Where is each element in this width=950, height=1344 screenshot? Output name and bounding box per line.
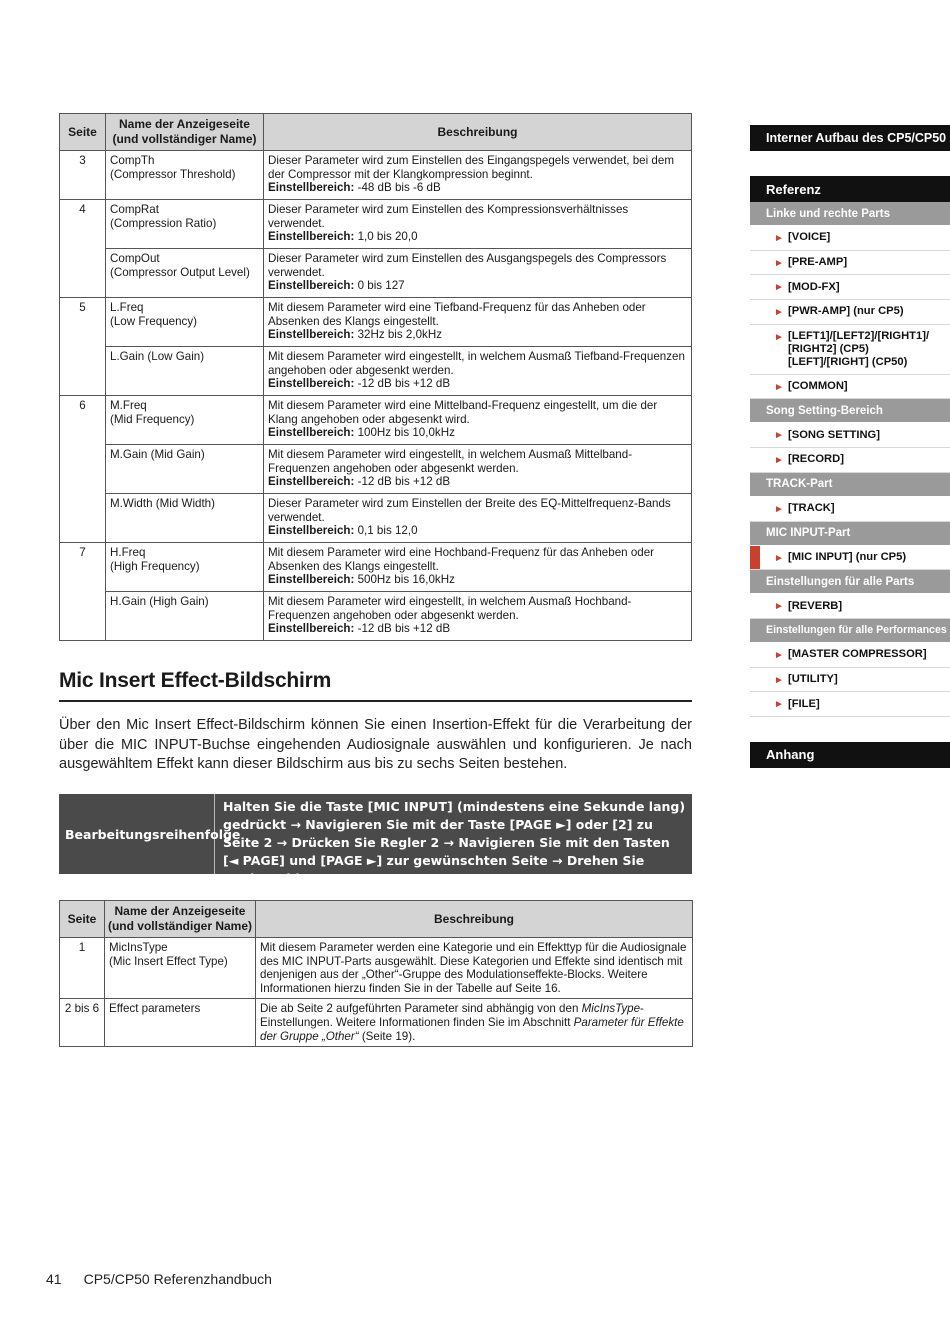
arrow-right-icon: ► — [774, 257, 784, 269]
sidebar-item-master-compressor[interactable]: ► [MASTER COMPRESSOR] — [750, 643, 950, 668]
row-description: Dieser Parameter wird zum Einstellen des Kompressionsverhältnisses verwendet. Einstellbereich: 1,0 bis 20,0 — [264, 200, 692, 249]
header-page: Seite — [60, 901, 105, 938]
sidebar-category-all-performances[interactable]: Einstellungen für alle Performances — [750, 619, 950, 643]
procedure-steps: Halten Sie die Taste [MIC INPUT] (mindestens eine Sekunde lang) gedrückt → Navigieren Sie mit der Taste [PAGE ►] oder [2] zu Seite 2 → Drücken Sie Regler 2 → Navigieren Sie mit den Tasten [◄ PAGE] und [PAGE ►] zur gewünschten Seite → Drehen Sie Regler 1 bis 3 — [223, 799, 686, 886]
sidebar-category-mic-input-part[interactable]: MIC INPUT-Part — [750, 522, 950, 546]
sidebar-item-common[interactable]: ► [COMMON] — [750, 375, 950, 400]
parameter-table-eq — [59, 113, 692, 641]
arrow-right-icon: ► — [774, 331, 784, 343]
arrow-right-icon: ► — [774, 455, 784, 467]
arrow-right-icon: ► — [774, 649, 784, 661]
sidebar-category-track-part[interactable]: TRACK-Part — [750, 473, 950, 497]
row-page: 5 — [60, 298, 106, 396]
header-name: Name der Anzeigeseite (und vollständiger Name) — [105, 901, 256, 938]
table-header-row — [60, 901, 693, 938]
table-row — [60, 298, 692, 347]
table-row — [60, 396, 692, 445]
row-description: Mit diesem Parameter wird eine Hochband-Frequenz für das Anheben oder Absenken des Klangs eingestellt. Einstellbereich: 500Hz bis 16,0kHz — [264, 543, 692, 592]
sidebar-category-song-setting[interactable]: Song Setting-Bereich — [750, 399, 950, 423]
table-row — [60, 200, 692, 249]
arrow-right-icon: ► — [774, 282, 784, 294]
cross-reference-link[interactable]: Parameter für Effekte der Gruppe „Other“ — [260, 1015, 684, 1043]
row-name: M.Freq (Mid Frequency) — [106, 396, 264, 445]
sidebar-category-all-parts[interactable]: Einstellungen für alle Parts — [750, 570, 950, 594]
table-row — [60, 999, 693, 1047]
sidebar-item-voice[interactable]: ► [VOICE] — [750, 226, 950, 251]
table-row — [60, 249, 692, 298]
arrow-right-icon: ► — [774, 307, 784, 319]
table-row — [60, 445, 692, 494]
header-description: Beschreibung — [256, 901, 693, 938]
sidebar-item-pwr-amp[interactable]: ► [PWR-AMP] (nur CP5) — [750, 300, 950, 325]
row-page: 2 bis 6 — [60, 999, 105, 1047]
row-name: M.Width (Mid Width) — [106, 494, 264, 543]
row-name: Effect parameters — [105, 999, 256, 1047]
row-name: CompOut (Compressor Output Level) — [106, 249, 264, 298]
arrow-right-icon: ► — [774, 699, 784, 711]
sidebar-item-mod-fx[interactable]: ► [MOD-FX] — [750, 275, 950, 300]
row-name: H.Freq (High Frequency) — [106, 543, 264, 592]
sidebar-item-utility[interactable]: ► [UTILITY] — [750, 668, 950, 693]
section-title: Mic Insert Effect-Bildschirm — [59, 669, 332, 692]
procedure-label: Bearbeitungsreihenfolge — [59, 794, 215, 874]
sidebar-item-pre-amp[interactable]: ► [PRE-AMP] — [750, 251, 950, 276]
table-row — [60, 151, 692, 200]
row-description: Mit diesem Parameter wird eingestellt, in welchem Ausmaß Mittelband-Frequenzen angehoben oder abgesenkt werden. Einstellbereich: -12 dB bis +12 dB — [264, 445, 692, 494]
row-page: 3 — [60, 151, 106, 200]
row-description: Mit diesem Parameter wird eingestellt, in welchem Ausmaß Tiefband-Frequenzen angehoben oder abgesenkt werden. Einstellbereich: -12 dB bis +12 dB — [264, 347, 692, 396]
arrow-right-icon: ► — [774, 381, 784, 393]
table-row — [60, 494, 692, 543]
arrow-right-icon: ► — [774, 601, 784, 613]
page-number: 41 — [46, 1271, 62, 1287]
row-name: H.Gain (High Gain) — [106, 592, 264, 641]
row-name: MicInsType (Mic Insert Effect Type) — [105, 938, 256, 999]
row-description: Dieser Parameter wird zum Einstellen des Eingangspegels verwendet, bei dem der Compressor mit der Klangkompression beginnt. Einstellbereich: -48 dB bis -6 dB — [264, 151, 692, 200]
document-title: CP5/CP50 Referenzhandbuch — [83, 1271, 272, 1287]
arrow-right-icon: ► — [774, 233, 784, 244]
sidebar-item-record[interactable]: ► [RECORD] — [750, 448, 950, 473]
row-page: 4 — [60, 200, 106, 298]
sidebar-item-track[interactable]: ► [TRACK] — [750, 497, 950, 522]
row-description: Mit diesem Parameter wird eine Tiefband-Frequenz für das Anheben oder Absenken des Klangs eingestellt. Einstellbereich: 32Hz bis 2,0kHz — [264, 298, 692, 347]
parameter-table-mic-insert — [59, 900, 693, 1047]
arrow-right-icon: ► — [774, 503, 784, 515]
row-name: L.Gain (Low Gain) — [106, 347, 264, 396]
table-header-row — [60, 114, 692, 151]
arrow-right-icon: ► — [774, 552, 784, 564]
procedure-box — [59, 794, 692, 886]
sidebar-category-left-right-parts[interactable]: Linke und rechte Parts — [750, 202, 950, 226]
row-name: CompTh (Compressor Threshold) — [106, 151, 264, 200]
section-divider — [59, 700, 692, 702]
row-description: Mit diesem Parameter werden eine Kategorie und ein Effekttyp für die Audiosignale des MIC INPUT-Parts ausgewählt. Diese Kategorien und Effekte sind identisch mit denjenigen aus der „Other“-Gruppe des Modulationseffekte-Blocks. Weitere Informationen hierzu finden Sie in der Tabelle auf Seite 16. — [256, 938, 693, 999]
table-row — [60, 938, 693, 999]
row-page: 7 — [60, 543, 106, 641]
page-footer — [46, 1271, 272, 1287]
sidebar-navigation — [750, 125, 950, 768]
header-description: Beschreibung — [264, 114, 692, 151]
sidebar-item-file[interactable]: ► [FILE] — [750, 692, 950, 717]
row-description: Mit diesem Parameter wird eingestellt, in welchem Ausmaß Hochband-Frequenzen angehoben oder abgesenkt werden. Einstellbereich: -12 dB bis +12 dB — [264, 592, 692, 641]
sidebar-item-left-right[interactable]: ► [LEFT1]/[LEFT2]/[RIGHT1]/ [RIGHT2] (CP5) [LEFT]/[RIGHT] (CP50) — [750, 325, 950, 375]
row-description: Dieser Parameter wird zum Einstellen des Ausgangspegels des Compressors verwendet. Einstellbereich: 0 bis 127 — [264, 249, 692, 298]
sidebar-link-internal-structure[interactable]: Interner Aufbau des CP5/CP50 — [750, 125, 950, 151]
row-description: Die ab Seite 2 aufgeführten Parameter sind abhängig von den MicInsType-Einstellungen. Weitere Informationen finden Sie im Abschnitt Parameter für Effekte der Gruppe „Other“ (Seite 19). — [256, 999, 693, 1047]
sidebar-item-mic-input[interactable]: ► [MIC INPUT] (nur CP5) — [750, 546, 950, 571]
row-name: L.Freq (Low Frequency) — [106, 298, 264, 347]
sidebar-item-reverb[interactable]: ► [REVERB] — [750, 594, 950, 619]
row-name: M.Gain (Mid Gain) — [106, 445, 264, 494]
arrow-right-icon: ► — [774, 674, 784, 686]
row-description: Dieser Parameter wird zum Einstellen der Breite des EQ-Mittelfrequenz-Bands verwendet. Einstellbereich: 0,1 bis 12,0 — [264, 494, 692, 543]
section-intro: Über den Mic Insert Effect-Bildschirm können Sie einen Insertion-Effekt für die Verarbeitung der über die MIC INPUT-Buchse eingehenden Audiosignale auswählen und konfigurieren. Je nach ausgewähltem Effekt kann dieser Bildschirm aus bis zu sechs Seiten bestehen. — [59, 717, 692, 772]
table-row — [60, 592, 692, 641]
row-name: CompRat (Compression Ratio) — [106, 200, 264, 249]
table-row — [60, 543, 692, 592]
sidebar-item-song-setting[interactable]: ► [SONG SETTING] — [750, 423, 950, 448]
arrow-right-icon: ► — [774, 430, 784, 442]
header-page: Seite — [60, 114, 106, 151]
row-page: 6 — [60, 396, 106, 543]
header-name: Name der Anzeigeseite (und vollständiger Name) — [106, 114, 264, 151]
row-page: 1 — [60, 938, 105, 999]
sidebar-link-referenz[interactable]: Referenz — [750, 176, 950, 202]
table-row — [60, 347, 692, 396]
row-description: Mit diesem Parameter wird eine Mittelband-Frequenz eingestellt, um die der Klang angehoben oder abgesenkt wird. Einstellbereich: 100Hz bis 10,0kHz — [264, 396, 692, 445]
sidebar-link-anhang[interactable]: Anhang — [750, 742, 950, 768]
